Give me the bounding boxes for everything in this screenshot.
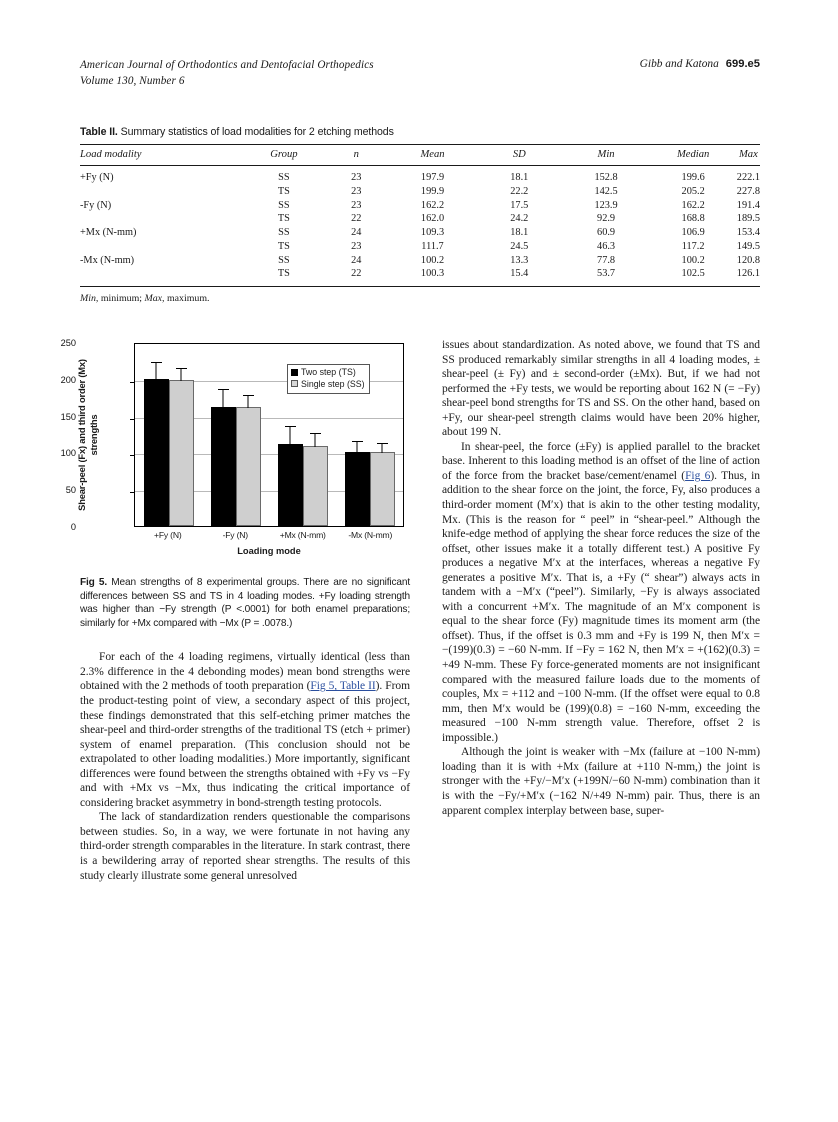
cell-n: 24 [351, 227, 362, 239]
y-tick-0: 0 [70, 522, 76, 532]
y-tick-150: 150 [60, 411, 76, 422]
cell-mean: 111.7 [421, 240, 444, 252]
cell-n: 22 [351, 213, 362, 225]
journal-name: American Journal of Orthodontics and Dentofacial Orthopedics [80, 59, 374, 71]
table-body [80, 166, 760, 286]
table-label: Table II. [80, 126, 118, 138]
bar-ss-minus-mx [370, 452, 395, 526]
cell-mean: 100.2 [420, 254, 445, 266]
left-paragraph-2: The lack of standardization renders questionable the comparisons between studies. So, in a way, we were fortunate in not having any third-order strength comparables in the literature. In stark contrast, there is a bewildering array of reported shear strengths. The results of this study clearly illustrate some general unresolved [80, 811, 410, 882]
right-paragraph-3: Although the joint is weaker with −Mx (failure at −100 N-mm) loading than it is with +Mx (failure at +110 N-mm,) the joint is stronger with the +Fy/−M′x (+199N/−60 N-mm) combination than it is with the −Fy/+M′x (−162 N/+49 N-mm) pair. Thus, there is an apparent complex interplay between base, super- [442, 746, 760, 817]
cell-group: SS [278, 227, 290, 239]
cell-mean: 197.9 [420, 172, 445, 183]
cell-median: 102.5 [681, 268, 705, 280]
y-tick-100: 100 [60, 448, 76, 459]
cell-group: SS [278, 172, 290, 183]
right-p2-part-a: In shear-peel, the force (±Fy) is applied parallel to the bracket base. Inherent to this loading method is an offset of the line of action of the force from the bracket base/cement/enamel ( [442, 440, 760, 482]
cell-n: 23 [351, 172, 362, 183]
column-header-group: Group [270, 149, 298, 160]
running-head-right [640, 58, 760, 70]
column-header-load-modality: Load modality [80, 149, 142, 160]
link-fig5-table2[interactable]: Fig 5, Table II [310, 680, 376, 693]
page-number: 699.e5 [725, 58, 760, 70]
footnote-max-abbr: Max, [144, 293, 165, 305]
column-header-sd: SD [512, 149, 526, 160]
cell-modality [80, 212, 244, 226]
cell-sd: 22.2 [510, 185, 529, 197]
table-row [80, 166, 760, 185]
volume-issue: Volume 130, Number 6 [80, 74, 185, 87]
error-bar [315, 433, 316, 446]
cell-max: 189.5 [736, 213, 760, 225]
x-tick-minus-fy: -Fy (N) [222, 530, 248, 540]
table-caption [80, 126, 760, 138]
cell-mean: 162.0 [420, 213, 445, 225]
cell-n: 22 [351, 268, 362, 280]
legend-swatch-ss-icon [291, 380, 298, 387]
chart-legend [287, 364, 370, 394]
column-header-n: n [353, 149, 359, 160]
cell-max: 120.8 [736, 254, 760, 266]
cell-min: 92.9 [597, 213, 616, 225]
left-paragraph-1 [80, 650, 410, 810]
cell-sd: 17.5 [510, 199, 529, 211]
cell-group: SS [278, 254, 290, 266]
footnote-max-text: maximum. [164, 293, 210, 305]
footnote-min-text: minimum; [98, 293, 145, 305]
error-bar-cap [243, 395, 254, 396]
bar-group-minus-fy [202, 344, 269, 526]
legend-item-single-step [291, 379, 365, 391]
cell-median: 205.2 [681, 185, 705, 197]
bar-ts-minus-fy [211, 407, 236, 526]
cell-median: 199.6 [681, 172, 705, 183]
cell-group: TS [277, 185, 290, 197]
right-p2-part-b: ). Thus, in addition to the shear force on the joint, the force, Fy, also produces a third-order moment (M′x) that is akin to the other testing modality, Mx. (This is the reason for “ peel” in “shear-peel.” Although the knife-edge method of applying the shear force reduces the size of the offset, other issues make it a totally different test.) A positive Fy produces a negative M′x at the interfaces, whereas a negative Fy generates a positive M′x. That is, a +Fy (“ shear”) always acts in tandem with a −M′x (“peel”). Similarly, −Fy is always associated with a concurrent +M′x. The magnitude of an M′x component is equal to the shear force (Fy) magnitude times its moment arm (the offset). Thus, if the offset is 0.3 mm and +Fy is 199 N, then M′x = −(199)(0.3) = −60 N-mm. If −Fy = 162 N, then M′x = +(162)(0.3) = +49 N-mm. These Fy force-generated moments are not insignificant compared with the measured failure loads due to the moments of couples, Mx = +112 and −100 N-mm. (If the offset were equal to 0.8 mm, then M′x would be (199)(0.8) = −160 N-mm, exceeding the measured −100 N-mm strength value. Therefore, offset 2 is impossible.) [442, 469, 760, 744]
y-tick-50: 50 [65, 485, 76, 496]
footnote-min-abbr: Min, [80, 293, 99, 305]
column-header-min: Min [597, 149, 615, 160]
right-paragraph-2 [442, 440, 760, 745]
chart-plot-area [134, 343, 404, 527]
figure-5-chart [60, 338, 410, 563]
table-row [80, 253, 760, 267]
bar-ts-minus-mx [345, 452, 370, 526]
cell-max: 149.5 [736, 240, 760, 252]
cell-min: 77.8 [597, 254, 616, 266]
cell-modality [80, 267, 244, 285]
chart-x-axis-label: Loading mode [237, 546, 301, 556]
table-row [80, 184, 760, 198]
cell-mean: 162.2 [420, 199, 445, 211]
table-header-row [80, 145, 760, 166]
legend-label-ss: Single step (SS) [301, 378, 365, 389]
error-bar-cap [377, 443, 388, 444]
figure-caption [80, 576, 410, 630]
bar-group-plus-fy [135, 344, 202, 526]
table-row [80, 267, 760, 285]
cell-min: 123.9 [594, 199, 618, 211]
cell-median: 100.2 [681, 254, 705, 266]
cell-modality [80, 184, 244, 198]
bar-ts-plus-fy [144, 379, 169, 526]
cell-modality: -Fy (N) [80, 199, 112, 211]
bar-ss-plus-mx [303, 446, 328, 527]
bar-ss-minus-fy [236, 407, 261, 527]
y-tick-200: 200 [60, 374, 76, 385]
link-fig6[interactable]: Fig 6 [685, 469, 711, 482]
cell-min: 152.8 [594, 172, 618, 183]
left-p1-part-a: For each of the 4 loading regimens, virtually identical (less than 2.3% difference in the 4 debonding modes) mean bond strengths were obtained with the 2 methods of tooth preparation ( [80, 651, 410, 693]
cell-modality [80, 240, 244, 254]
error-bar [357, 441, 358, 452]
cell-mean: 199.9 [420, 185, 445, 197]
cell-sd: 13.3 [510, 254, 529, 266]
bar-ts-plus-mx [278, 444, 303, 526]
cell-modality: +Mx (N-mm) [80, 227, 137, 239]
right-column [442, 338, 760, 883]
cell-max: 126.1 [736, 268, 760, 280]
running-head [80, 58, 760, 104]
table-caption-text: Summary statistics of load modalities for 2 etching methods [120, 126, 394, 138]
table-row [80, 226, 760, 240]
legend-swatch-ts-icon [291, 369, 298, 376]
summary-statistics-table [80, 144, 760, 285]
table-row [80, 198, 760, 212]
cell-median: 106.9 [681, 227, 705, 239]
cell-mean: 109.3 [420, 227, 445, 239]
error-bar [290, 426, 291, 444]
cell-mean: 100.3 [420, 268, 445, 280]
cell-median: 168.8 [681, 213, 705, 225]
cell-n: 23 [351, 185, 362, 197]
error-bar [181, 368, 182, 381]
figure-caption-text: Mean strengths of 8 experimental groups. There are no significant differences between SS and TS in 4 loading modes. +Fy loading strength was higher than −Fy strength (P <.0001) for both enamel preparations; similarly for +Mx compared with −Mx (P = .0078.) [80, 577, 410, 629]
error-bar-cap [352, 441, 363, 442]
figure-label: Fig 5. [80, 577, 108, 588]
cell-sd: 24.2 [510, 213, 529, 225]
table-row [80, 240, 760, 254]
table-footnote [80, 287, 760, 304]
cell-group: SS [278, 199, 290, 211]
right-paragraph-1: issues about standardization. As noted above, we found that TS and SS produced remarkably similar strengths in all 4 loading modes, ± shear-peel (± Fy) and ± second-order (±Mx). But, if we had not performed the +Fy tests, we would be reporting about 162 N (= −Fy) shear-peel bond strengths for TS and SS. On the other hand, based on +Fy, our shear-peel strength claims would have been 20% higher, about 199 N. [442, 339, 760, 439]
body-columns [60, 338, 760, 883]
cell-n: 23 [351, 199, 362, 211]
cell-sd: 18.1 [510, 227, 529, 239]
column-header-max: Max [738, 149, 758, 160]
cell-group: TS [277, 268, 290, 280]
legend-label-ts: Two step (TS) [301, 367, 356, 377]
error-bar [156, 362, 157, 378]
cell-median: 117.2 [681, 240, 705, 252]
error-bar [223, 389, 224, 407]
cell-max: 227.8 [736, 185, 760, 197]
cell-modality: +Fy (N) [80, 172, 114, 183]
left-column [60, 338, 410, 883]
error-bar [248, 395, 249, 408]
cell-modality: -Mx (N-mm) [80, 254, 135, 266]
x-tick-plus-mx: +Mx (N-mm) [279, 530, 326, 540]
table-block [80, 126, 760, 304]
error-bar-cap [285, 426, 296, 427]
cell-min: 53.7 [597, 268, 616, 280]
y-axis-label-line2: strengths [87, 414, 99, 456]
cell-max: 191.4 [736, 199, 760, 211]
y-tick-250: 250 [60, 338, 76, 348]
cell-n: 23 [351, 240, 362, 252]
x-tick-plus-fy: +Fy (N) [154, 530, 182, 540]
cell-group: TS [277, 213, 290, 225]
cell-group: TS [277, 240, 290, 252]
cell-sd: 18.1 [510, 172, 529, 183]
cell-max: 153.4 [736, 227, 760, 239]
cell-min: 46.3 [597, 240, 616, 252]
error-bar-cap [310, 433, 321, 434]
error-bar-cap [151, 362, 162, 363]
cell-median: 162.2 [681, 199, 705, 211]
column-header-median: Median [676, 149, 710, 160]
chart-x-tick-labels [134, 530, 404, 540]
x-tick-minus-mx: -Mx (N-mm) [348, 530, 393, 540]
error-bar-cap [218, 389, 229, 390]
error-bar [382, 443, 383, 453]
cell-n: 24 [351, 254, 362, 266]
legend-item-two-step [291, 367, 365, 379]
y-axis-label-line1: Shear-peel (Fx) and third order (Mx) [76, 359, 87, 511]
table-head [80, 145, 760, 166]
column-header-mean: Mean [420, 149, 445, 160]
bar-ss-plus-fy [169, 380, 194, 526]
cell-min: 60.9 [597, 227, 616, 239]
table-row [80, 212, 760, 226]
chart-y-axis-label [76, 343, 100, 527]
error-bar-cap [176, 368, 187, 369]
cell-min: 142.5 [594, 185, 618, 197]
cell-sd: 24.5 [510, 240, 529, 252]
left-p1-part-b: ). From the product-testing point of view, a secondary aspect of this project, these findings demonstrated that this self-etching primer matches the shear-peel and third-order strengths of the traditional TS (etch + primer) system of enamel preparation. (This conclusion should not be extrapolated to other loading modalities.) More importantly, significant differences were found between the strengths obtained with +Fy vs −Fy and with +Mx vs −Mx, thus indicating the critical importance of considering bracket asymmetry in bond-strength testing protocols. [80, 680, 410, 809]
cell-max: 222.1 [736, 172, 760, 183]
cell-sd: 15.4 [510, 268, 529, 280]
authors: Gibb and Katona [639, 58, 719, 70]
